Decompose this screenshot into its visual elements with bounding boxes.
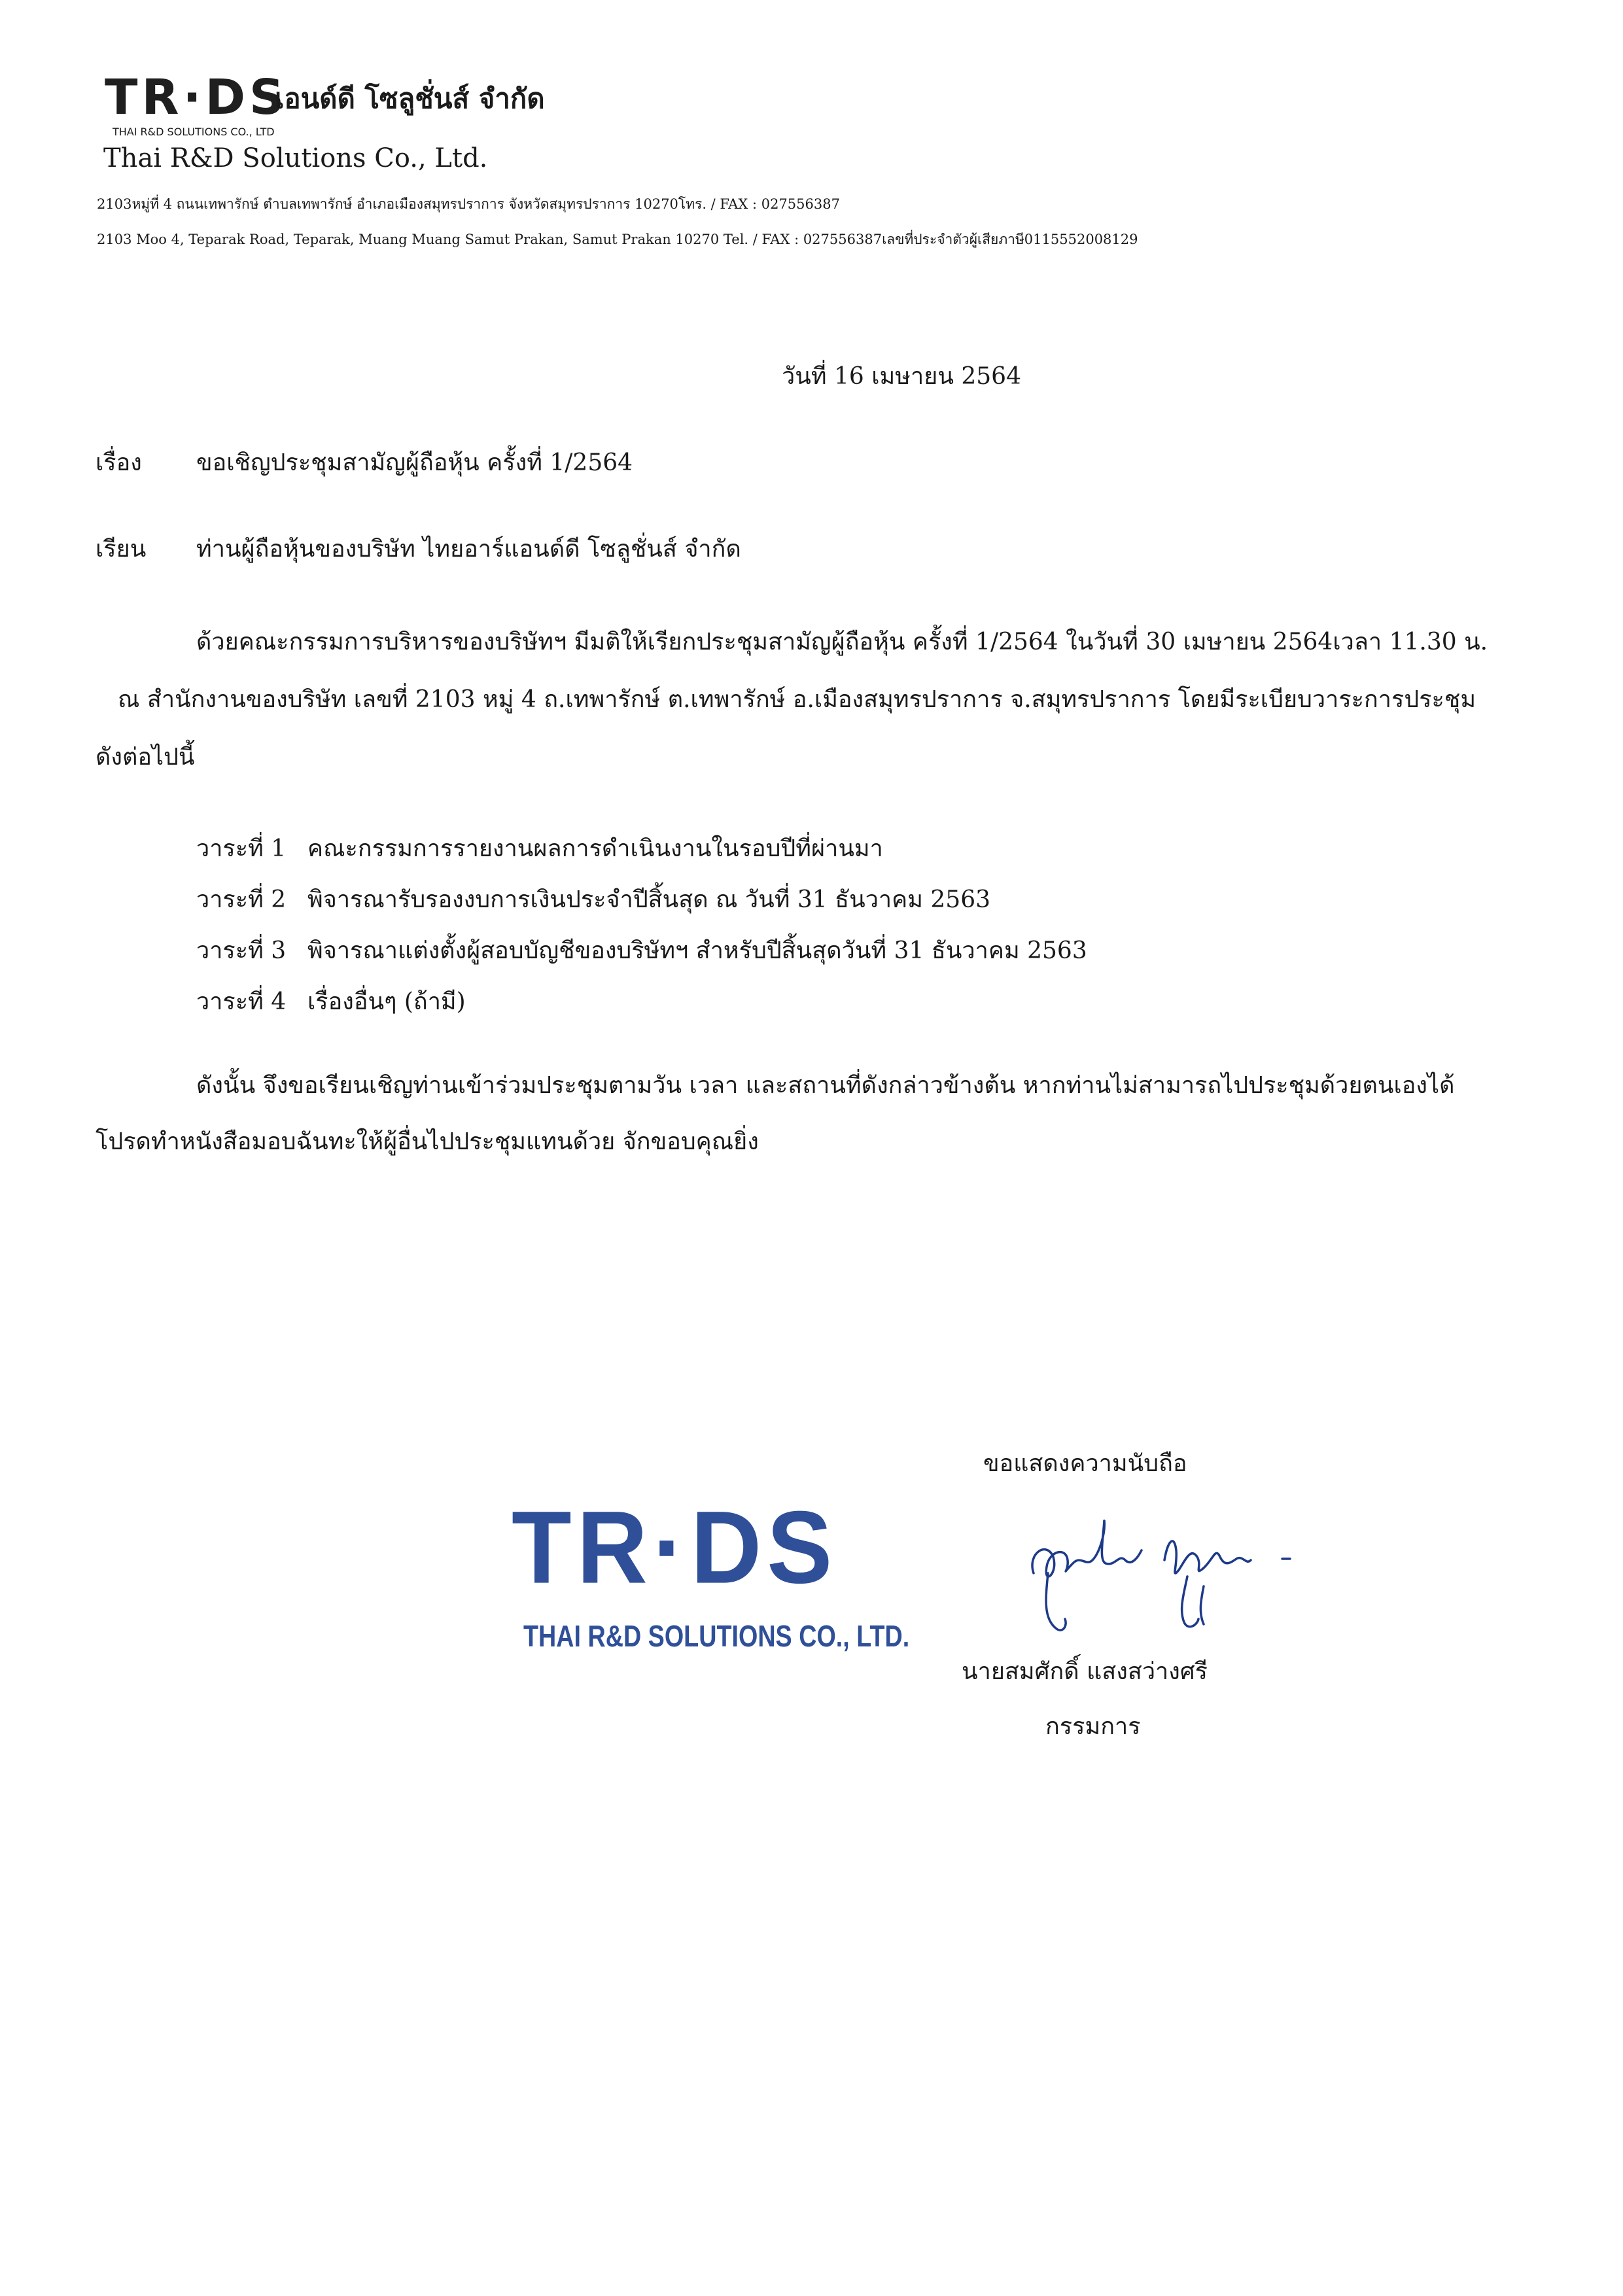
agenda-item-label: วาระที่ 1 (196, 835, 287, 862)
agenda-item-text: คณะกรรมการรายงานผลการดำเนินงานในรอบปีที่ผ่านมา (307, 835, 883, 862)
paragraph-line: ณ สำนักงานของบริษัท เลขที่ 2103 หมู่ 4 ถ.เทพารักษ์ ต.เทพารักษ์ อ.เมืองสมุทรปราการ จ.สมุทรปราการ โดยมีระเบียบวาระการประชุม (118, 686, 1476, 713)
signer-name: นายสมศักดิ์ แสงสว่างศรี (962, 1658, 1208, 1685)
agenda-item-text: พิจารณารับรองงบการเงินประจำปีสิ้นสุด ณ วันที่ 31 ธันวาคม 2563 (307, 886, 991, 913)
company-stamp-logo: TR·DS (512, 1489, 838, 1605)
subject-label: เรื่อง (96, 449, 142, 476)
letterhead-address-english: 2103 Moo 4, Teparak Road, Teparak, Muang Muang Samut Prakan, Samut Prakan 10270 Tel. / FAX : 027556387เลขที่ประจำตัวผู้เสียภาษี0115552008129 (97, 232, 1138, 247)
agenda-item-text: เรื่องอื่นๆ (ถ้ามี) (307, 988, 466, 1015)
agenda-item-label: วาระที่ 2 (196, 886, 287, 913)
company-stamp-name: THAI R&D SOLUTIONS CO., LTD. (523, 1619, 910, 1653)
agenda-item-text: พิจารณาแต่งตั้งผู้สอบบัญชีของบริษัทฯ สำหรับปีสิ้นสุดวันที่ 31 ธันวาคม 2563 (307, 937, 1087, 964)
letterhead-address-thai: 2103หมู่ที่ 4 ถนนเทพารักษ์ ตำบลเทพารักษ์ อำเภอเมืองสมุทรปราการ จังหวัดสมุทรปราการ 10270โทร. / FAX : 027556387 (97, 196, 840, 212)
paragraph-line: โปรดทำหนังสือมอบฉันทะให้ผู้อื่นไปประชุมแทนด้วย จักขอบคุณยิ่ง (96, 1128, 759, 1155)
letterhead-thai-name: เอนด์ดี โซลูชั่นส์ จำกัด (275, 82, 545, 114)
agenda-item-label: วาระที่ 4 (196, 988, 287, 1015)
signature-image (1007, 1495, 1321, 1652)
signer-title: กรรมการ (1045, 1713, 1141, 1740)
letterhead-english-name: Thai R&D Solutions Co., Ltd. (103, 143, 488, 173)
recipient-label: เรียน (96, 536, 147, 563)
recipient-text: ท่านผู้ถือหุ้นของบริษัท ไทยอาร์แอนด์ดี โซลูชั่นส์ จำกัด (196, 536, 741, 563)
agenda-item-label: วาระที่ 3 (196, 937, 287, 964)
letter-date: วันที่ 16 เมษายน 2564 (782, 363, 1021, 390)
paragraph-line: ดังนั้น จึงขอเรียนเชิญท่านเข้าร่วมประชุมตามวัน เวลา และสถานที่ดังกล่าวข้างต้น หากท่านไม่สามารถไปประชุมด้วยตนเองได้ (196, 1072, 1455, 1099)
subject-text: ขอเชิญประชุมสามัญผู้ถือหุ้น ครั้งที่ 1/2564 (196, 449, 633, 476)
letterhead-logo: TR·DS (105, 69, 288, 126)
paragraph-line: ดังต่อไปนี้ (96, 744, 195, 771)
letterhead-small-name: THAI R&D SOLUTIONS CO., LTD (113, 126, 275, 138)
closing-text: ขอแสดงความนับถือ (983, 1450, 1187, 1477)
paragraph-line: ด้วยคณะกรรมการบริหารของบริษัทฯ มีมติให้เรียกประชุมสามัญผู้ถือหุ้น ครั้งที่ 1/2564 ในวันที่ 30 เมษายน 2564เวลา 11.30 น. (196, 629, 1488, 655)
